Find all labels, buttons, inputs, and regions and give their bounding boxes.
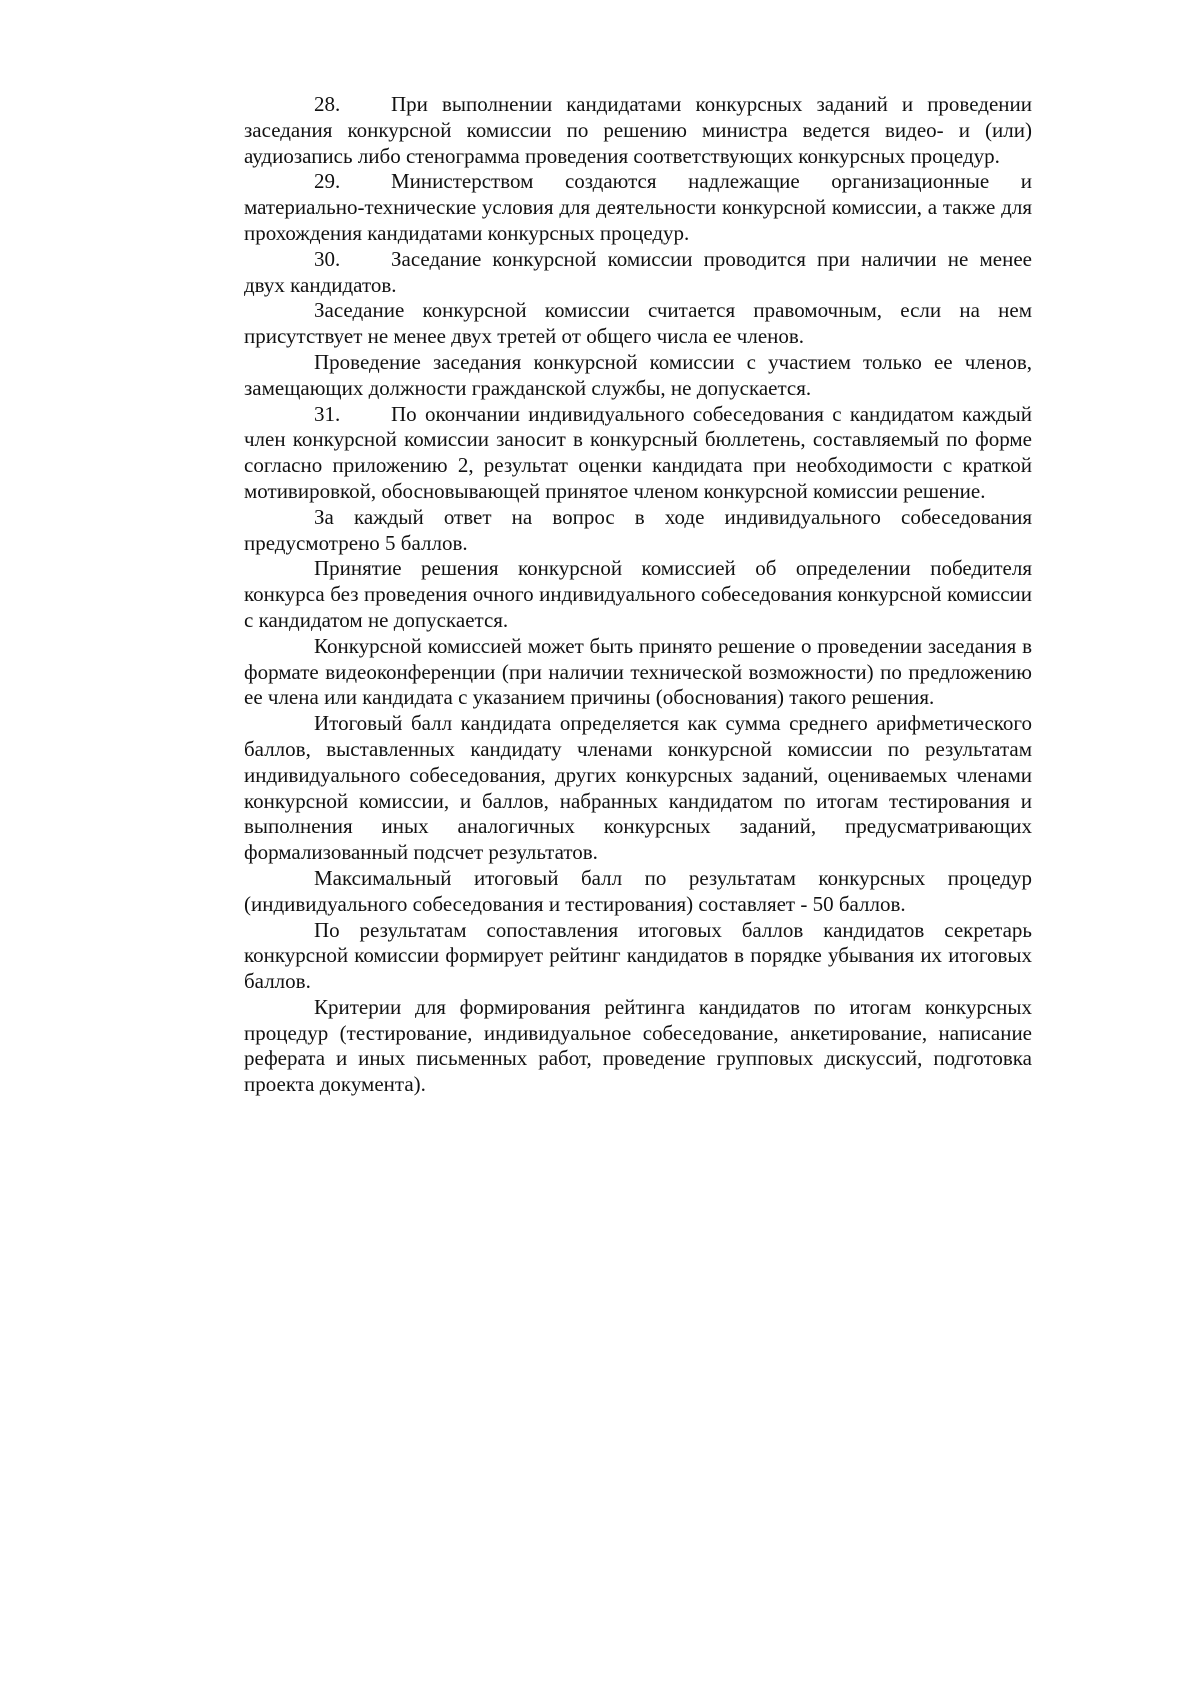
paragraph-no-absent-decision (244, 556, 1032, 633)
paragraph-number: 29. (314, 169, 341, 194)
paragraph-number: 31. (314, 401, 341, 426)
paragraph-31 (244, 402, 1032, 505)
paragraph-text: При выполнении кандидатами конкурсных заданий и проведении заседания конкурсной комиссии по решению министра ведется видео- и (или) аудиозапись либо стенограмма проведения соответствующих конкурсных процедур. (244, 92, 1032, 168)
paragraph-text: Министерством создаются надлежащие организационные и материально-технические условия для деятельности конкурсной комиссии, а также для прохождения кандидатами конкурсных процедур. (244, 169, 1032, 245)
paragraph-text: По окончании индивидуального собеседования с кандидатом каждый член конкурсной комиссии заносит в конкурсный бюллетень, составляемый по форме согласно приложению 2, результат оценки кандидата при необходимости с краткой мотивировкой, обосновывающей принятое членом конкурсной комиссии решение. (244, 401, 1032, 503)
paragraph-text: По результатам сопоставления итоговых баллов кандидатов секретарь конкурсной комиссии формирует рейтинг кандидатов в порядке убывания их итоговых баллов. (244, 917, 1032, 994)
paragraph-final-score (244, 711, 1032, 866)
paragraph-28 (244, 92, 1032, 169)
paragraph-30 (244, 247, 1032, 299)
paragraph-text: Максимальный итоговый балл по результатам конкурсных процедур (индивидуального собеседования и тестирования) составляет - 50 баллов. (244, 865, 1032, 916)
paragraph-max-score (244, 866, 1032, 918)
paragraph-text: За каждый ответ на вопрос в ходе индивидуального собеседования предусмотрено 5 баллов. (244, 504, 1032, 555)
paragraph-text: Проведение заседания конкурсной комиссии с участием только ее членов, замещающих должности гражданской службы, не допускается. (244, 349, 1032, 400)
paragraph-criteria (244, 995, 1032, 1098)
paragraph-text: Принятие решения конкурсной комиссией об определении победителя конкурса без проведения очного индивидуального собеседования конкурсной комиссии с кандидатом не допускается. (244, 556, 1032, 632)
paragraph-rating (244, 918, 1032, 995)
paragraph-text: Заседание конкурсной комиссии считается правомочным, если на нем присутствует не менее двух третей от общего числа ее членов. (244, 298, 1032, 349)
paragraph-29 (244, 169, 1032, 246)
paragraph-text: Заседание конкурсной комиссии проводится при наличии не менее двух кандидатов. (244, 246, 1032, 297)
paragraph-quorum (244, 298, 1032, 350)
paragraph-members-only (244, 350, 1032, 402)
paragraph-text: Критерии для формирования рейтинга кандидатов по итогам конкурсных процедур (тестирование, индивидуальное собеседование, анкетирование, написание реферата и иных письменных работ, проведение групповых дискуссий, подготовка проекта документа). (244, 994, 1032, 1097)
paragraph-number: 28. (314, 92, 341, 116)
paragraph-points-per-answer (244, 505, 1032, 557)
paragraph-number: 30. (314, 246, 341, 271)
paragraph-text: Конкурсной комиссией может быть принято решение о проведении заседания в формате видеоконференции (при наличии технической возможности) по предложению ее члена или кандидата с указанием причины (обоснования) такого решения. (244, 633, 1032, 710)
paragraph-videoconference (244, 634, 1032, 711)
document-body (244, 92, 1032, 1098)
paragraph-text: Итоговый балл кандидата определяется как сумма среднего арифметического баллов, выставленных кандидату членами конкурсной комиссии по результатам индивидуального собеседования, других конкурсных заданий, оцениваемых членами конкурсной комиссии, и баллов, набранных кандидатом по итогам тестирования и выполнения иных аналогичных конкурсных заданий, предусматривающих формализованный подсчет результатов. (244, 711, 1032, 865)
